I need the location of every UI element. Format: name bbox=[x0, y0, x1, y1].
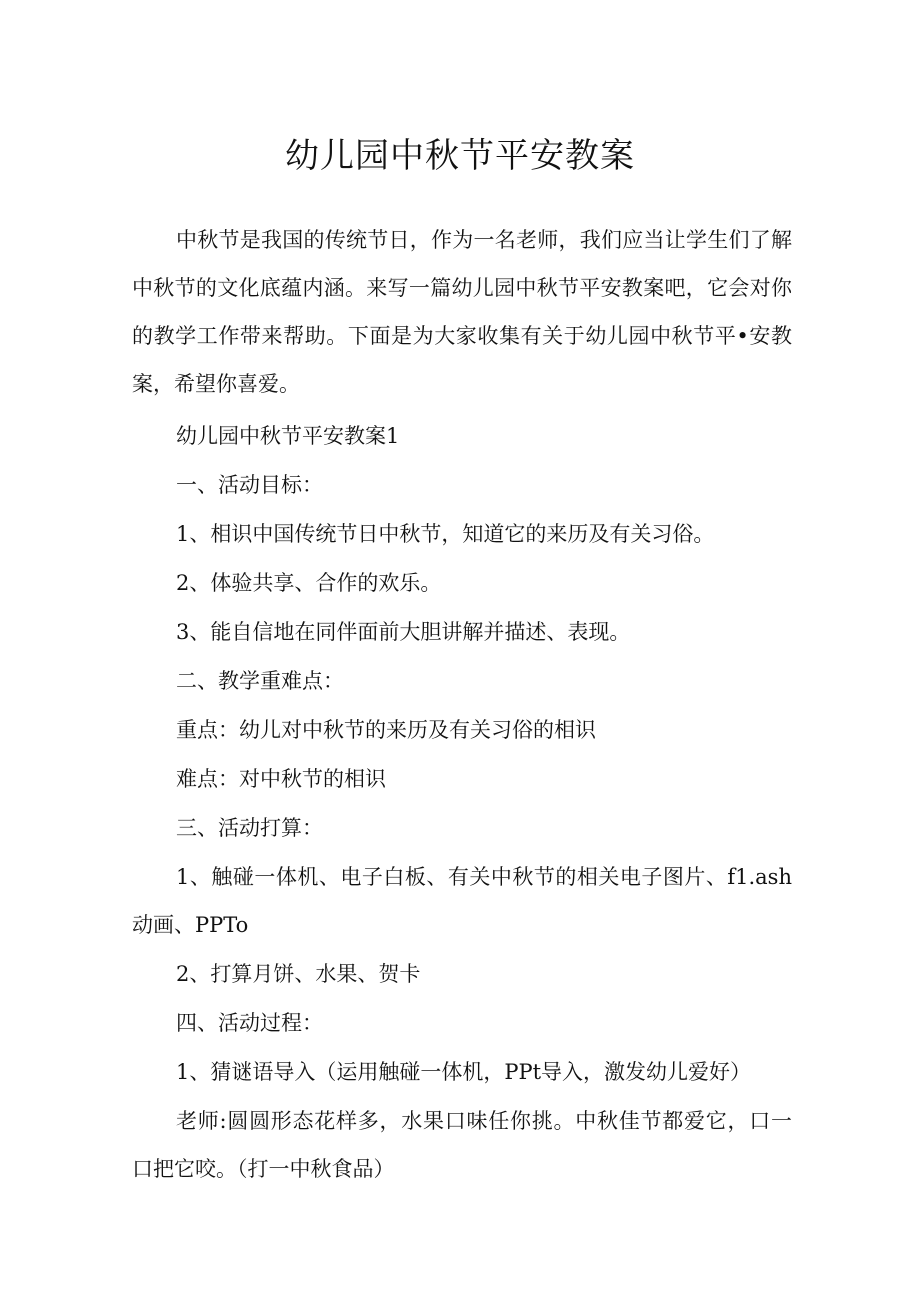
process-item-1: 1、猜谜语导入（运用触碰一体机，PPt导入，激发幼儿爱好） bbox=[176, 1060, 752, 1084]
preparation-item-2: 2、打算月饼、水果、贺卡 bbox=[176, 962, 421, 986]
document-title: 幼儿园中秋节平安教案 bbox=[285, 136, 635, 176]
difficult-point: 难点：对中秋节的相识 bbox=[176, 767, 386, 791]
document-body bbox=[132, 216, 792, 1194]
key-point: 重点：幼儿对中秋节的来历及有关习俗的相识 bbox=[176, 718, 596, 742]
section-heading-plan-1: 幼儿园中秋节平安教案1 bbox=[176, 424, 400, 448]
goal-item-1: 1、相识中国传统节日中秋节，知道它的来历及有关习俗。 bbox=[176, 522, 715, 546]
heading-activity-goals: 一、活动目标： bbox=[176, 473, 323, 497]
heading-activity-process: 四、活动过程： bbox=[176, 1011, 323, 1035]
preparation-item-1: 1、触碰一体机、电子白板、有关中秋节的相关电子图片、f1.ash动画、PPTo bbox=[132, 865, 792, 937]
teacher-riddle-paragraph: 老师:圆圆形态花样多，水果口味任你挑。中秋佳节都爱它，口一口把它咬。（打一中秋食品） bbox=[132, 1109, 792, 1181]
goal-item-2: 2、体验共享、合作的欢乐。 bbox=[176, 571, 442, 595]
goal-item-3: 3、能自信地在同伴面前大胆讲解并描述、表现。 bbox=[176, 620, 631, 644]
intro-paragraph: 中秋节是我国的传统节日，作为一名老师，我们应当让学生们了解中秋节的文化底蕴内涵。来写一篇幼儿园中秋节平安教案吧，它会对你的教学工作带来帮助。下面是为大家收集有关于幼儿园中秋节平•安教案，希望你喜爱。 bbox=[132, 228, 792, 396]
heading-activity-preparation: 三、活动打算： bbox=[176, 816, 323, 840]
heading-key-difficult-points: 二、教学重难点： bbox=[176, 669, 344, 693]
